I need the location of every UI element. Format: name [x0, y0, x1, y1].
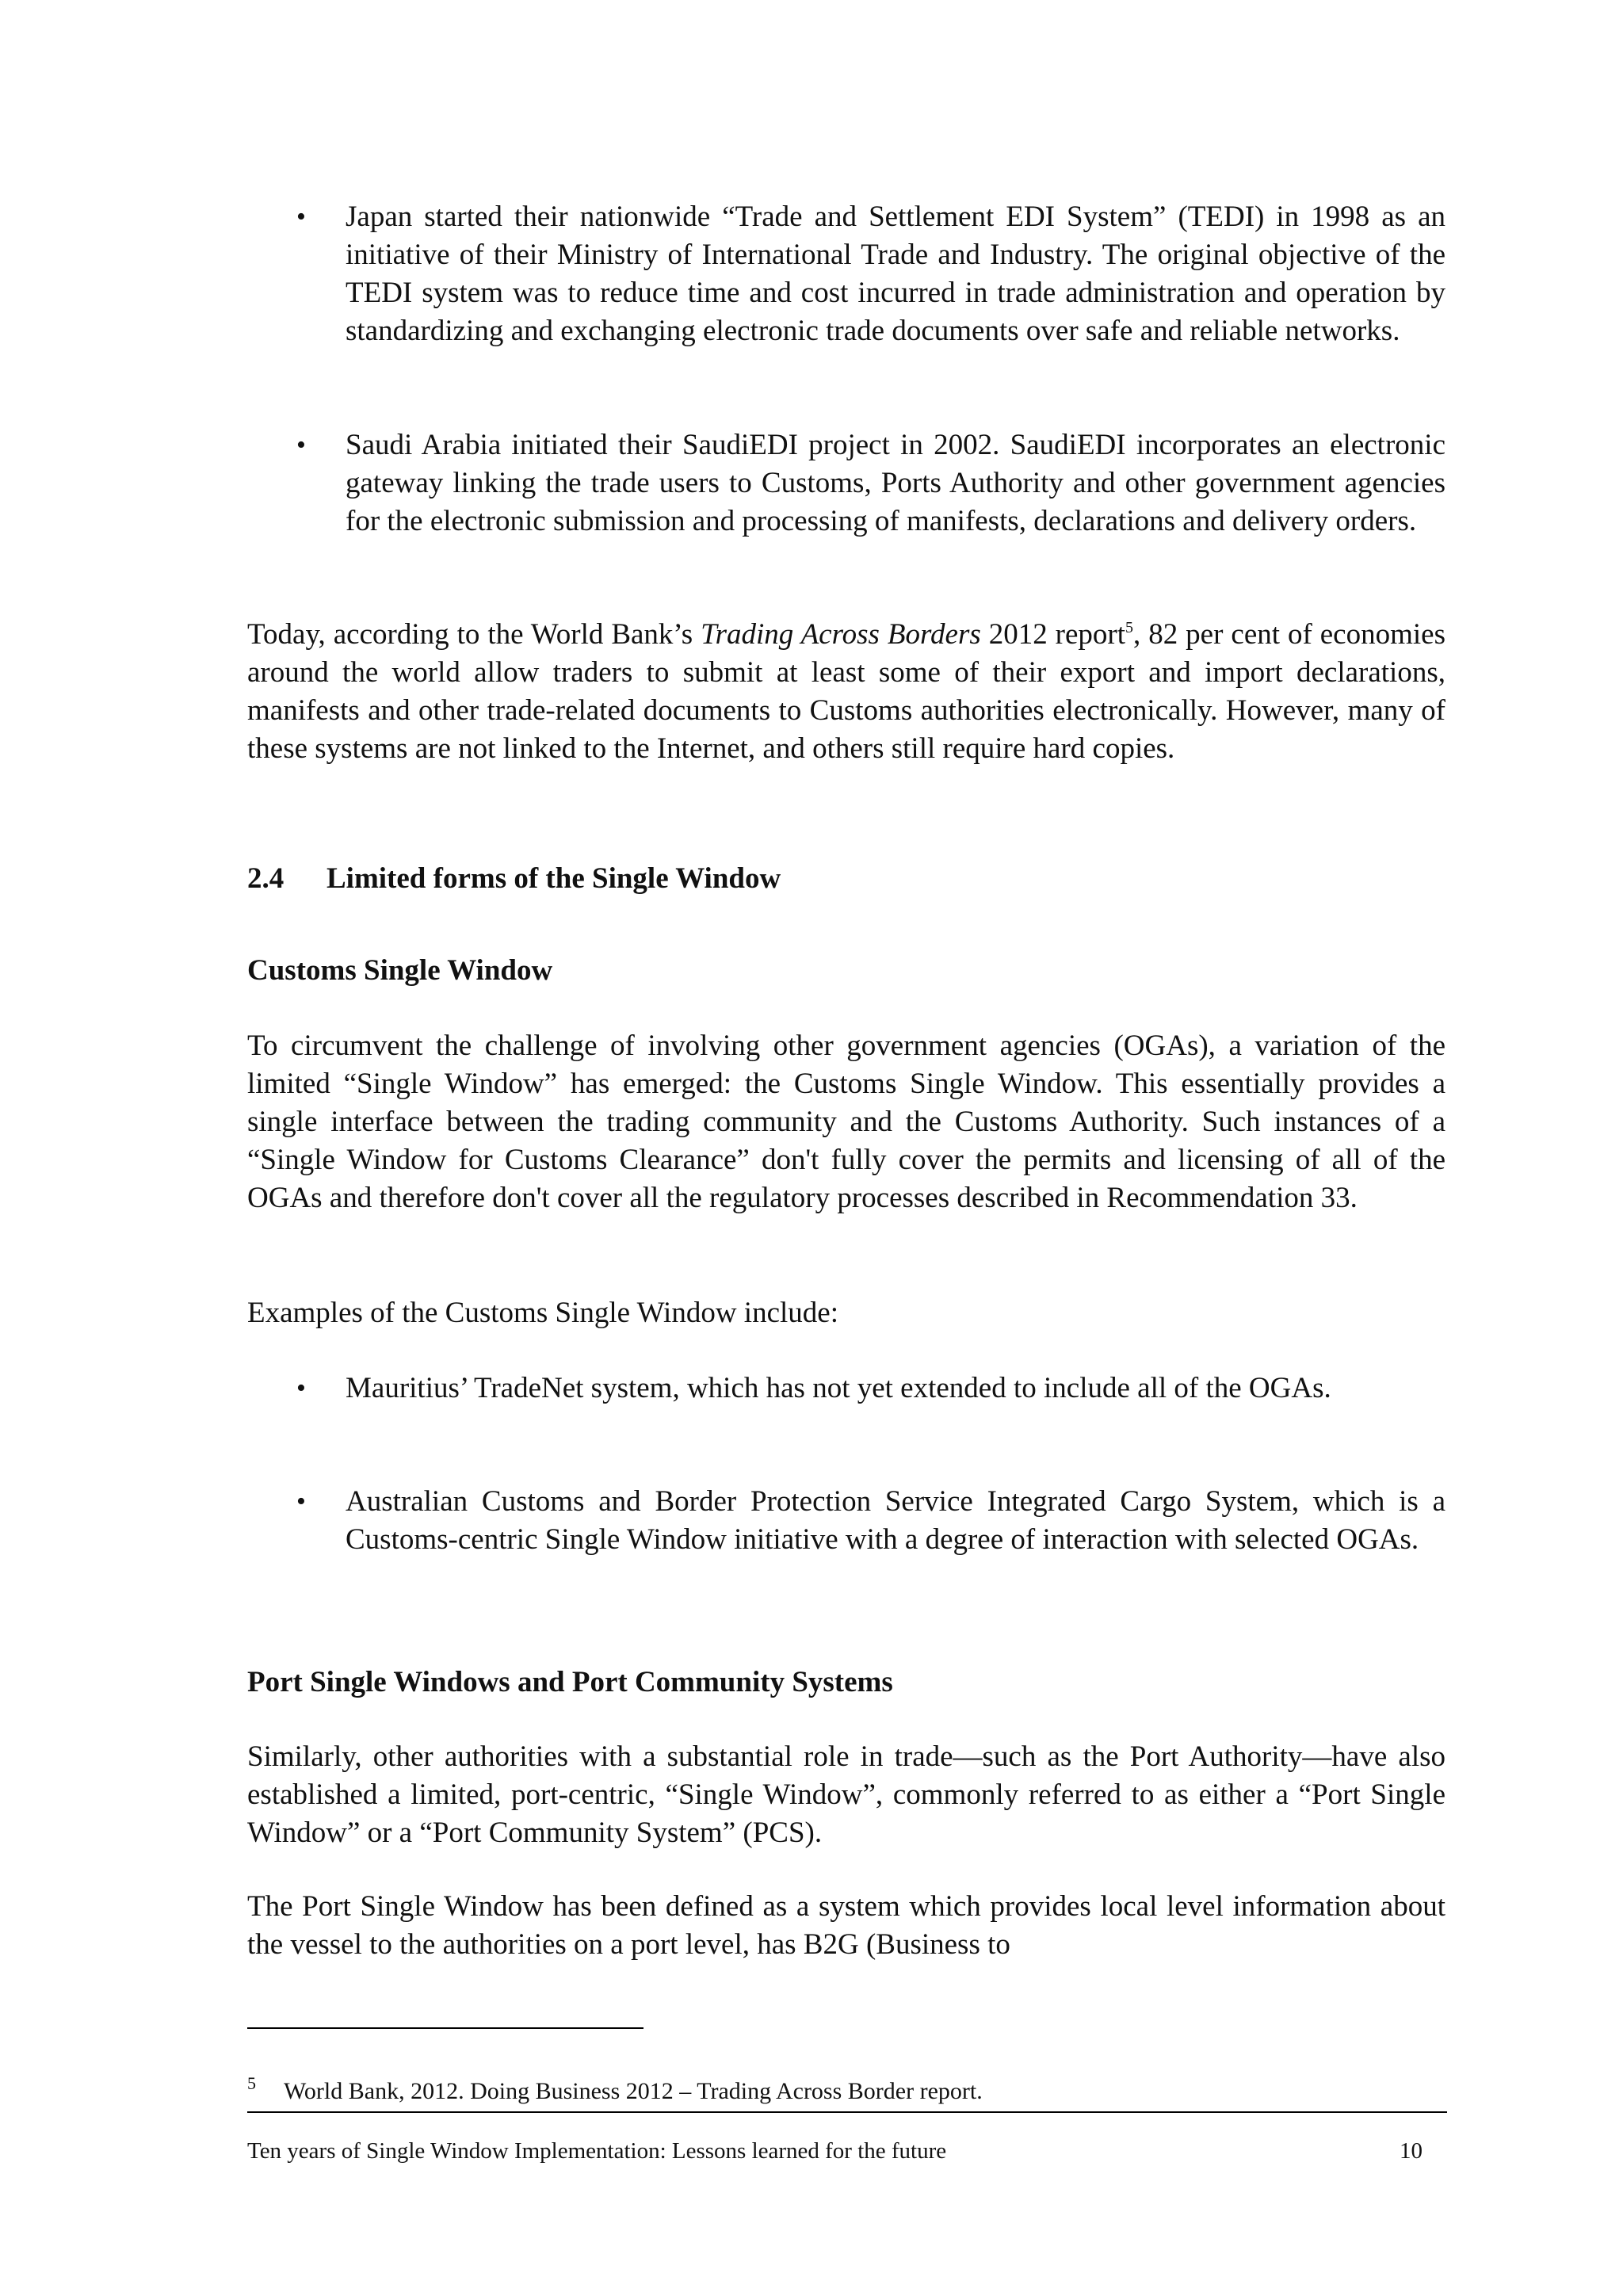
bullet-item-australia: Australian Customs and Border Protection Service Integrated Cargo System, which is a Customs-centric Single Window initiative with a degree of interaction with selected OGAs. [346, 1485, 1445, 1556]
footnote-reference[interactable]: 5 [1125, 619, 1134, 636]
report-title-italic: Trading Across Borders [701, 618, 981, 651]
bullet-marker: • [296, 1373, 306, 1403]
section-number: 2.4 [247, 862, 285, 895]
bullet-item-saudi-arabia: Saudi Arabia initiated their SaudiEDI project in 2002. SaudiEDI incorporates an electronic gateway linking the trade users to Customs, Ports Authority and other government agencies for the electronic submission and processing of manifests, declarations and delivery orders. [346, 429, 1445, 537]
customs-paragraph: To circumvent the challenge of involving other government agencies (OGAs), a variation of the limited “Single Window” has emerged: the Customs Single Window. This essentially provides a single interface between the trading community and the Customs Authority. Such instances of a “Single Window for Customs Clearance” don't fully cover the permits and licensing of all of the OGAs and therefore don't cover all the regulatory processes described in Recommendation 33. [247, 1030, 1445, 1214]
footer-title: Ten years of Single Window Implementation: Lessons learned for the future [247, 2138, 947, 2164]
footer-separator [247, 2111, 1447, 2113]
port-heading: Port Single Windows and Port Community Systems [247, 1666, 893, 1698]
bullet-marker: • [296, 430, 306, 460]
footnote-mark: 5 [247, 2073, 256, 2093]
customs-heading: Customs Single Window [247, 954, 553, 987]
section-heading [247, 860, 781, 898]
port-paragraph-2: The Port Single Window has been defined as a system which provides local level information about the vessel to the authorities on a port level, has B2G (Business to [247, 1890, 1445, 1961]
today-paragraph [247, 616, 1445, 768]
today-text-report: 2012 report [980, 618, 1126, 651]
today-text-start: Today, according to the World Bank’s [247, 618, 701, 651]
today-text-rest: , 82 per cent of economies around the world allow traders to submit at least some of their export and import declarations, manifests and other trade-related documents to Customs authorities electronically. However, many of these systems are not linked to the Internet, and others still require hard copies. [247, 618, 1445, 765]
examples-intro: Examples of the Customs Single Window include: [247, 1297, 838, 1329]
bullet-item-mauritius: Mauritius’ TradeNet system, which has not yet extended to include all of the OGAs. [346, 1372, 1331, 1404]
footnote-separator [247, 2027, 643, 2029]
bullet-marker: • [296, 1487, 306, 1516]
footnote-text: World Bank, 2012. Doing Business 2012 – Trading Across Border report. [284, 2078, 983, 2104]
port-paragraph-1: Similarly, other authorities with a substantial role in trade—such as the Port Authority—have also established a limited, port-centric, “Single Window”, commonly referred to as either a “Port Single Window” or a “Port Community System” (PCS). [247, 1740, 1445, 1849]
bullet-marker: • [296, 202, 306, 231]
section-title: Limited forms of the Single Window [327, 862, 781, 895]
bullet-item-japan: Japan started their nationwide “Trade and Settlement EDI System” (TEDI) in 1998 as an initiative of their Ministry of International Trade and Industry. The original objective of the TEDI system was to reduce time and cost incurred in trade administration and operation by standardizing and exchanging electronic trade documents over safe and reliable networks. [346, 201, 1445, 347]
page-number: 10 [1400, 2138, 1423, 2164]
